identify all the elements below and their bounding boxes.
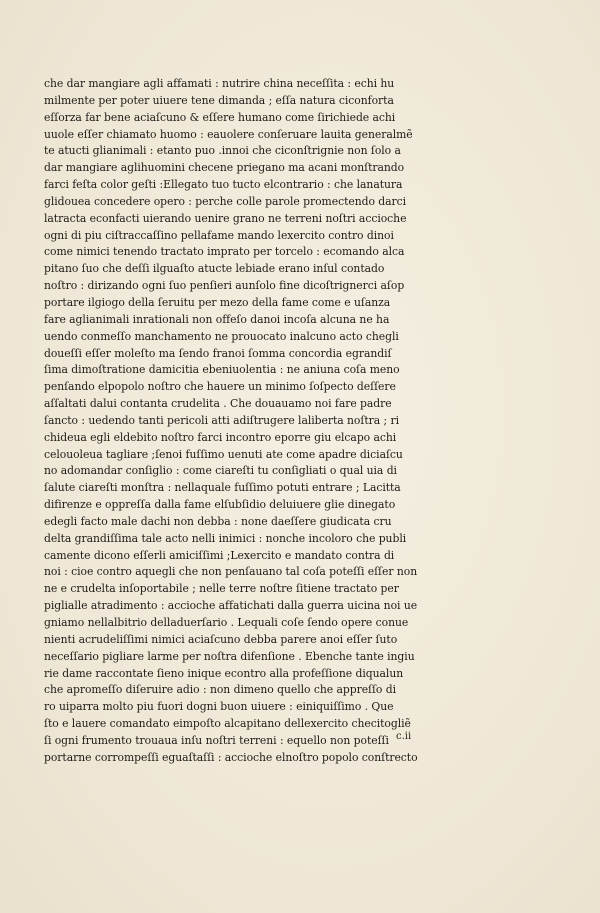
- text-line: noi : cioe contro aquegli che non penſauano tal coſa poteſſi eſſer non: [44, 565, 418, 579]
- text-line: difirenze e oppreſſa dalla fame elſubſidio deluiuere glie dinegato: [44, 498, 396, 512]
- text-line: ogni di piu ciſtraccaſſino pellafame mando lexercito contro dinoi: [44, 228, 394, 242]
- text-line: ſalute ciareſti monſtra : nellaquale fuſſimo potuti entrare ; Lacitta: [44, 481, 401, 495]
- text-line: farci feſta color geſti :Ellegato tuo tucto elcontrario : che lanatura: [44, 178, 403, 192]
- signature-mark: c.ii: [396, 731, 412, 742]
- text-line: eſſorza far bene aciaſcuno & eſſere humano come ſirichiede achi: [44, 110, 396, 124]
- text-line: delta grandiſſima tale acto nelli inimici : nonche incoloro che publi: [44, 531, 407, 545]
- text-line: celouoleua tagliare ;ſenoi fuſſimo uenuti ate come apadre diciaſcu: [44, 447, 403, 461]
- text-line: camente dicono eſſerli amiciſſimi ;Lexercito e mandato contra di: [44, 548, 395, 562]
- text-line: dar mangiare aglihuomini checene priegano ma acani monſtrando: [44, 161, 405, 175]
- text-line: ſima dimoſtratione damicitia ebeniuolentia : ne aniuna coſa meno: [44, 363, 400, 377]
- text-line: no adomandar conſiglio : come ciareſti tu conſigliati o qual uia di: [44, 464, 397, 478]
- text-line: doueſſi eſſer moleſto ma ſendo franoi ſomma concordia egrandiſ: [44, 346, 392, 360]
- text-line: nienti acrudeliſſimi nimici aciaſcuno debba parere anoi eſſer ſuto: [44, 632, 398, 646]
- text-line: aſſaltati dalui contanta crudelita . Che douauamo noi fare padre: [44, 397, 392, 411]
- text-line: pitano ſuo che deſſi ilguaſto atucte lebiade erano inſul contado: [44, 262, 385, 276]
- text-line: che apromeſſo diſeruire adio : non dimeno quello che appreſſo di: [44, 683, 397, 697]
- text-line: fare aglianimali inrationali non offeſo danoi incoſa alcuna ne ha: [44, 312, 390, 326]
- text-line: uuole eſſer chiamato huomo : eauolere conſeruare lauita generalmẽ: [44, 127, 413, 141]
- text-line: portare ilgiogo della ſeruitu per mezo della fame come e uſanza: [44, 295, 391, 309]
- text-column: [44, 76, 444, 767]
- text-line: glidouea concedere opero : perche colle parole promectendo darci: [44, 194, 407, 208]
- text-line: chideua egli eldebito noſtro farci incontro eporre giu elcapo achi: [44, 430, 397, 444]
- text-line: milmente per poter uiuere tene dimanda ; eſſa natura ciconforta: [44, 93, 394, 107]
- text-line: ſto e lauere comandato eimpoſto alcapitano dellexercito checitogliẽ: [44, 717, 411, 731]
- text-line: gniamo nellalbitrio delladuerſario . Lequali coſe ſendo opere conue: [44, 616, 409, 629]
- text-line: che dar mangiare agli affamati : nutrire china neceſſita : echi hu: [44, 77, 395, 90]
- text-line: te atucti glianimali : etanto puo .innoi che ciconſtrignie non ſolo a: [44, 144, 401, 158]
- text-line: ſancto : uedendo tanti pericoli atti adiſtrugere laliberta noſtra ; ri: [44, 413, 399, 427]
- text-line: ne e crudelta inſoportabile ; nelle terre noſtre ſitiene tractato per: [44, 582, 399, 596]
- text-line: piglialle atradimento : accioche affatichati dalla guerra uicina noi ue: [44, 599, 418, 613]
- text-line: portarne corrompeſſi eguaſtaſſi : accioche elnoſtro popolo conſtrecto: [44, 750, 418, 764]
- text-line: penſando elpopolo noſtro che hauere un minimo ſoſpecto deſſere: [44, 380, 396, 394]
- text-line: noſtro : dirizando ogni ſuo penſieri aunſolo fine dicoſtrignerci aſop: [44, 279, 405, 293]
- text-line: neceſſario pigliare larme per noſtra difenſione . Ebenche tante ingiu: [44, 649, 415, 663]
- text-line: uendo conmeſſo manchamento ne prouocato inalcuno acto chegli: [44, 329, 399, 343]
- text-line: latracta econfacti uierando uenire grano ne terreni noſtri accioche: [44, 211, 407, 225]
- text-line: rie dame raccontate ſieno inique econtro alla profeſſione diqualun: [44, 666, 404, 680]
- text-line: ſi ogni frumento trouaua inſu noſtri terreni : equello non poteſſi: [44, 733, 389, 747]
- text-line: come nimici tenendo tractato imprato per torcelo : ecomando alca: [44, 245, 405, 259]
- text-line: edegli facto male dachi non debba : none daeſſere giudicata cru: [44, 514, 392, 528]
- text-line: ro uiparra molto piu fuori dogni buon uiuere : einiquiſſimo . Que: [44, 700, 394, 714]
